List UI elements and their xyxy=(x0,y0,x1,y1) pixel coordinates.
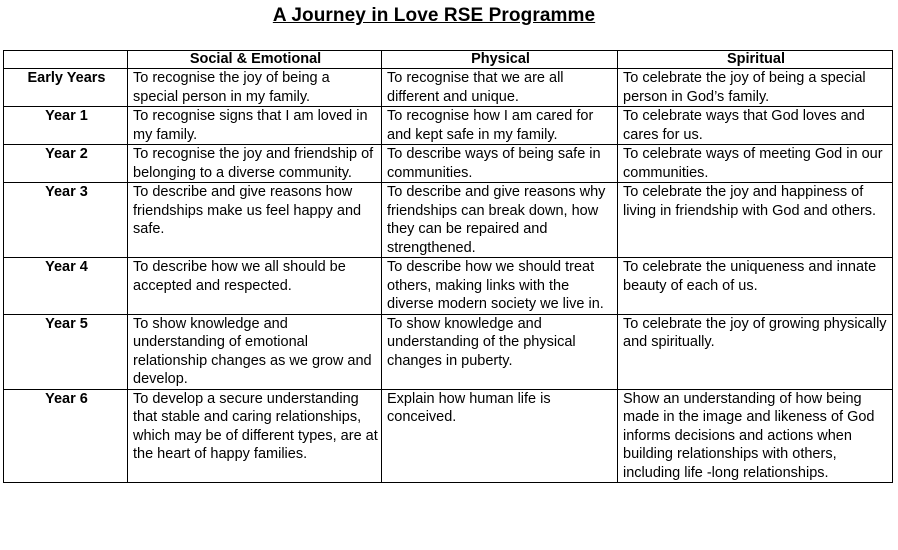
table-row-year-4 xyxy=(4,258,893,315)
cell-physical: To recognise that we are all different and unique. xyxy=(382,69,618,107)
table-row-year-1 xyxy=(4,107,893,145)
cell-spiritual: To celebrate ways of meeting God in our communities. xyxy=(618,145,893,183)
row-label: Year 2 xyxy=(4,145,128,183)
row-label: Early Years xyxy=(4,69,128,107)
row-label: Year 4 xyxy=(4,258,128,315)
cell-social-emotional: To recognise signs that I am loved in my family. xyxy=(128,107,382,145)
row-label: Year 1 xyxy=(4,107,128,145)
header-physical: Physical xyxy=(382,51,618,69)
cell-social-emotional: To recognise the joy of being a special person in my family. xyxy=(128,69,382,107)
cell-physical: To describe and give reasons why friendships can break down, how they can be repaired and strengthened. xyxy=(382,183,618,258)
cell-physical: To describe how we should treat others, making links with the diverse modern society we live in. xyxy=(382,258,618,315)
cell-spiritual: To celebrate the uniqueness and innate beauty of each of us. xyxy=(618,258,893,315)
cell-spiritual: To celebrate ways that God loves and cares for us. xyxy=(618,107,893,145)
header-social-emotional: Social & Emotional xyxy=(128,51,382,69)
cell-physical: To show knowledge and understanding of the physical changes in puberty. xyxy=(382,314,618,389)
row-label: Year 6 xyxy=(4,389,128,483)
header-spiritual: Spiritual xyxy=(618,51,893,69)
cell-physical: Explain how human life is conceived. xyxy=(382,389,618,483)
cell-social-emotional: To describe and give reasons how friendships make us feel happy and safe. xyxy=(128,183,382,258)
row-label: Year 3 xyxy=(4,183,128,258)
cell-social-emotional: To show knowledge and understanding of emotional relationship changes as we grow and develop. xyxy=(128,314,382,389)
row-label: Year 5 xyxy=(4,314,128,389)
cell-spiritual: To celebrate the joy of being a special person in God’s family. xyxy=(618,69,893,107)
table-row-early-years xyxy=(4,69,893,107)
header-corner xyxy=(4,51,128,69)
rse-programme-table xyxy=(3,50,893,483)
table-row-year-6 xyxy=(4,389,893,483)
table-row-year-5 xyxy=(4,314,893,389)
cell-social-emotional: To develop a secure understanding that stable and caring relationships, which may be of different types, are at the heart of happy families. xyxy=(128,389,382,483)
document-title: A Journey in Love RSE Programme xyxy=(272,5,596,26)
table-row-year-3 xyxy=(4,183,893,258)
table-row-year-2 xyxy=(4,145,893,183)
cell-spiritual: Show an understanding of how being made in the image and likeness of God informs decisions and actions when building relationships with others, including life -long relationships. xyxy=(618,389,893,483)
cell-social-emotional: To recognise the joy and friendship of belonging to a diverse community. xyxy=(128,145,382,183)
cell-physical: To describe ways of being safe in communities. xyxy=(382,145,618,183)
cell-physical: To recognise how I am cared for and kept safe in my family. xyxy=(382,107,618,145)
cell-social-emotional: To describe how we all should be accepted and respected. xyxy=(128,258,382,315)
cell-spiritual: To celebrate the joy and happiness of living in friendship with God and others. xyxy=(618,183,893,258)
cell-spiritual: To celebrate the joy of growing physically and spiritually. xyxy=(618,314,893,389)
table-header-row xyxy=(4,51,893,69)
